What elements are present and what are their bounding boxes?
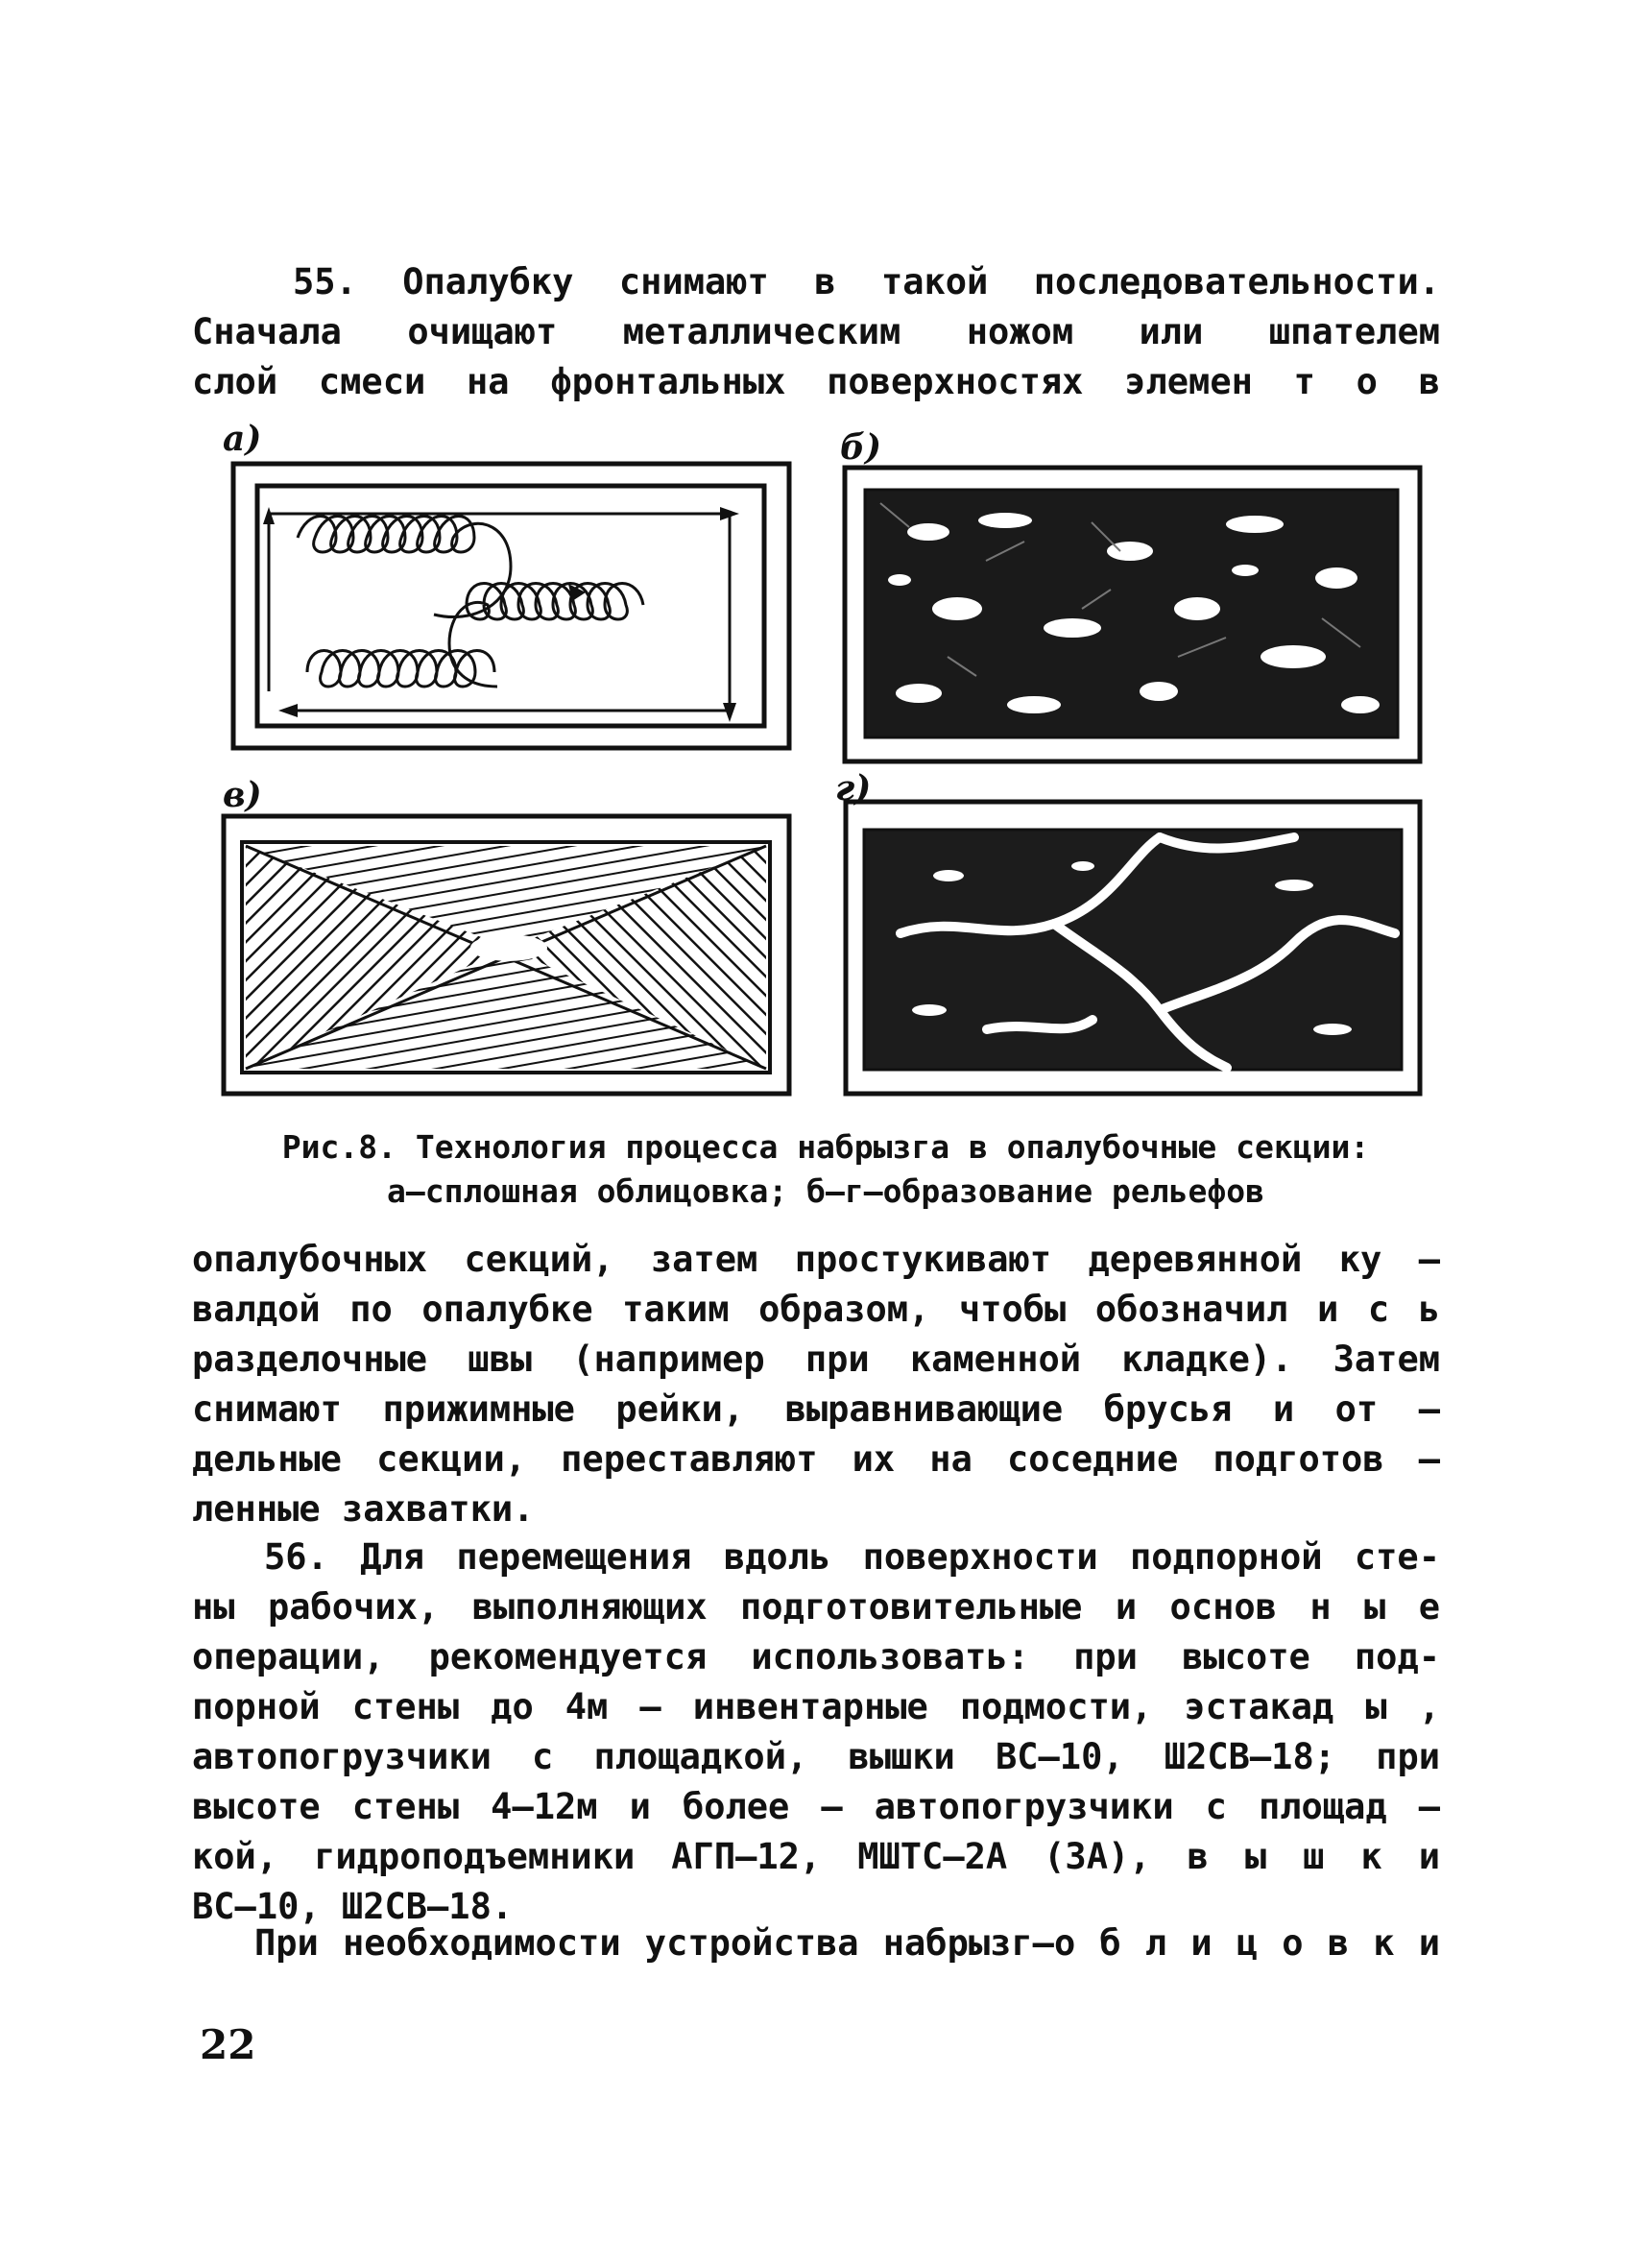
panel-a-spiral-spray (230, 461, 792, 751)
text-line: валдой по опалубке таким образом, чтобы обозначил и с ь (192, 1289, 1440, 1330)
text-line: Сначала очищают металлическим ножом или шпателем (192, 311, 1440, 352)
text-line: 56. Для перемещения вдоль поверхности подпорной сте- (264, 1536, 1440, 1578)
text-line: высоте стены 4–12м и более – автопогрузчики с площад – (192, 1786, 1440, 1827)
text-line: При необходимости устройства набрызг–о б л и ц о в к и (254, 1922, 1440, 1964)
text-line: ВС–10, Ш2СВ–18. (192, 1886, 514, 1927)
text-line: дельные секции, переставляют их на соседние подготов – (192, 1438, 1440, 1480)
panel-b-textured-relief (842, 465, 1423, 764)
text-line: ленные захватки. (192, 1488, 535, 1530)
text-line: 55. Опалубку снимают в такой последовательности. (293, 261, 1440, 302)
text-line: кой, гидроподъемники АГП–12, МШТС–2А (3А), в ы ш к и (192, 1836, 1440, 1877)
figure-label-b: б) (840, 427, 882, 468)
figure-label-a: а) (223, 419, 262, 459)
paragraph-56 (192, 1532, 1440, 1932)
figure-label-v: в) (223, 775, 262, 815)
text-line: разделочные швы (например при каменной кладке). Затем (192, 1339, 1440, 1380)
text-line: автопогрузчики с площадкой, вышки ВС–10, Ш2СВ–18; при (192, 1736, 1440, 1777)
text-line: слой смеси на фронтальных поверхностях элемен т о в (192, 361, 1440, 402)
text-line: опалубочных секций, затем простукивают деревянной ку – (192, 1239, 1440, 1280)
caption-line: а–сплошная облицовка; б–г–образование рельефов (387, 1172, 1264, 1210)
text-line: порной стены до 4м – инвентарные подмости, эстакад ы , (192, 1686, 1440, 1727)
paragraph-57 (192, 1918, 1440, 1968)
figure-label-g: г) (835, 768, 872, 808)
text-line: операции, рекомендуется использовать: при высоте под- (192, 1636, 1440, 1677)
caption-line: Рис.8. Технология процесса набрызга в опалубочные секции: (281, 1128, 1370, 1166)
page-number: 22 (200, 2021, 256, 2068)
paragraph-55 (192, 257, 1440, 407)
paragraph-55-continued (192, 1235, 1440, 1534)
figure-caption (230, 1125, 1421, 1214)
text-line: снимают прижимные рейки, выравнивающие брусья и от – (192, 1388, 1440, 1430)
panel-v-hatched-relief (221, 813, 792, 1097)
text-line: ны рабочих, выполняющих подготовительные и основ н ы е (192, 1586, 1440, 1628)
panel-g-stone-relief (843, 799, 1423, 1097)
